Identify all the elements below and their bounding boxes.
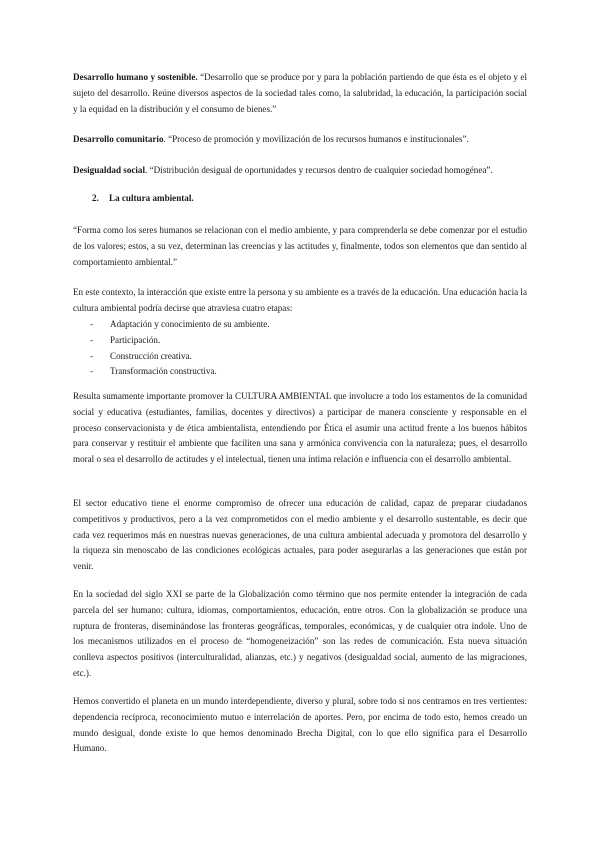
section-heading [92,191,194,207]
definition-text: “Desarrollo que se produce por y para la población partiendo de que ésta es el objeto y el sujeto del desarrollo. Reúne diversos aspectos de la sociedad tales como, la salubridad, la educación, la participación social y la equidad en la distribución y el consumo de bienes.” [73,72,527,114]
list-marker: - [90,350,94,361]
paragraph-sector-educativo: El sector educativo tiene el enorme compromiso de ofrecer una educación de calidad, capaz de preparar ciudadanos competitivos y productivos, pero a la vez comprometidos con el medio ambiente y el desarrollo sustentable, es decir que cada vez requerimos más en nuestras nuevas generaciones, de una cultura ambiental adecuada y promotora del desarrollo y la riqueza sin menoscabo de las condiciones ecológicas actuales, para poder asegurarlas a las generaciones que están por venir. [73,498,527,572]
definition-term: Desigualdad social [73,165,146,175]
list-marker: - [90,334,94,345]
definition-text: “Distribución desigual de oportunidades y recursos dentro de cualquier sociedad homogénea”. [149,165,493,175]
definition-term: Desarrollo humano y sostenible [73,72,196,82]
definition-desarrollo-humano: Desarrollo humano y sostenible. “Desarrollo que se produce por y para la población partiendo de que ésta es el objeto y el sujeto del desarrollo. Reúne diversos aspectos de la sociedad tales como, la salubridad, la educación, la participación social y la equidad en la distribución y el consumo de bienes.” [73,72,527,114]
intro-paragraph: En este contexto, la interacción que existe entre la persona y su ambiente es a través de la educación. Una educación hacia la cultura ambiental podría decirse que atraviesa cuatro etapas: [73,287,527,313]
definition-text: “Proceso de promoción y movilización de los recursos humanos e institucionales”. [168,134,469,144]
list-item: - Participación. [90,333,270,349]
definition-desigualdad-social: Desigualdad social. “Distribución desigual de oportunidades y recursos dentro de cualquier sociedad homogénea”. [73,165,493,175]
section-title: La cultura ambiental. [109,193,194,203]
section-number: 2. [92,193,99,203]
definition-desarrollo-comunitario: Desarrollo comunitario. “Proceso de promoción y movilización de los recursos humanos e institucionales”. [73,134,469,144]
definition-term: Desarrollo comunitario [73,134,164,144]
list-marker: - [90,319,94,329]
list-item: - Adaptación y conocimiento de su ambiente. [90,317,270,333]
quote-paragraph: “Forma como los seres humanos se relacionan con el medio ambiente, y para comprenderla se debe comenzar por el estudio de los valores; estos, a su vez, determinan las creencias y las actitudes y, finalmente, todos son elementos que dan sentido al comportamiento ambiental.” [73,225,527,267]
paragraph-globalizacion: En la sociedad del siglo XXI se parte de la Globalización como término que nos permite entender la integración de cada parcela del ser humano: cultura, idiomas, comportamientos, educación, entre otros. Con la globalización se produce una ruptura de fronteras, diseminándose las fronteras geográficas, temporales, económicas, y de cualquier otra índole. Uno de los mecanismos utilizados en el proceso de “homogeneización” son las redes de comunicación. Esta nueva situación conlleva aspectos positivos (interculturalidad, alianzas, etc.) y negativos (desigualdad social, aumento de las migraciones, etc.). [73,589,527,678]
list-item: - Transformación constructiva. [90,364,270,380]
paragraph-brecha-digital: Hemos convertido el planeta en un mundo interdependiente, diverso y plural, sobre todo si nos centramos en tres vertientes: dependencia recíproca, reconocimiento mutuo e interrelación de aportes. Pero, por encima de todo esto, hemos creado un mundo desigual, donde existe lo que hemos denominado Brecha Digital, con lo que ello significa para el Desarrollo Humano. [73,696,527,754]
paragraph-cultura-ambiental: Resulta sumamente importante promover la CULTURA AMBIENTAL que involucre a todo los estamentos de la comunidad social y educativa (estudiantes, familias, docentes y directivos) a participar de manera consciente y responsable en el proceso conservacionista y de ética ambientalista, entendiendo por Ética el asumir una actitud frente a los buenos hábitos para conservar y restituir el ambiente que faciliten una sana y armónica convivencia con la naturaleza; pues, el desarrollo moral o sea el desarrollo de actitudes y el intelectual, tienen una íntima relación e influencia con el desarrollo ambiental. [73,391,527,465]
list-item: - Construcción creativa. [90,349,270,365]
list-marker: - [90,366,94,377]
stages-list [90,317,270,380]
